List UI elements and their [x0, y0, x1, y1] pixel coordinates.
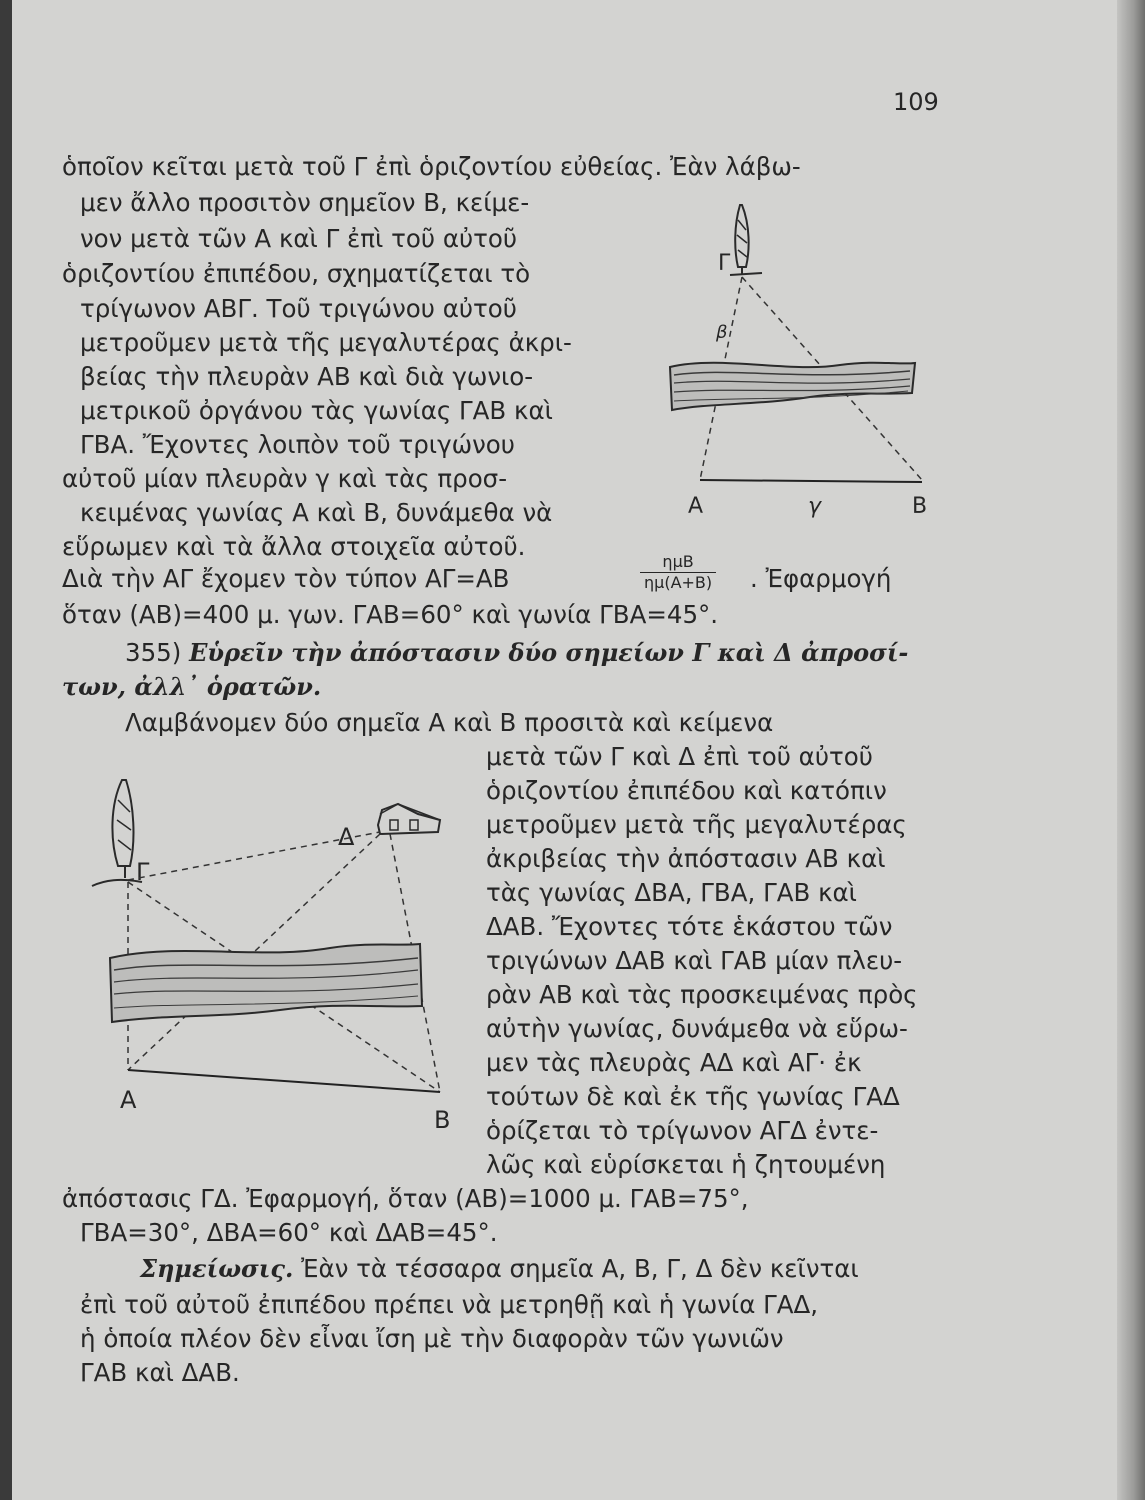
- house-icon: [378, 804, 440, 834]
- fraction-numerator: ημΒ: [662, 552, 694, 571]
- text-line: ΓΒΑ. Ἔχοντες λοιπὸν τοῦ τριγώνου: [80, 430, 515, 459]
- text-line: ἡ ὁποία πλέον δὲν εἶναι ἴση μὲ τὴν διαφορὰν τῶν γωνιῶν: [80, 1324, 784, 1353]
- text-line: ὁρίζεται τὸ τρίγωνον ΑΓΔ ἐντε-: [486, 1116, 879, 1145]
- text-line: αὐτὴν γωνίας, δυνάμεθα νὰ εὕρω-: [486, 1014, 908, 1043]
- text-line: ὁποῖον κεῖται μετὰ τοῦ Γ ἐπὶ ὁριζοντίου εὐθείας. Ἐὰν λάβω-: [62, 152, 801, 181]
- text-line: εὕρωμεν καὶ τὰ ἄλλα στοιχεῖα αὐτοῦ.: [62, 532, 526, 561]
- text-line: τούτων δὲ καὶ ἐκ τῆς γωνίας ΓΑΔ: [486, 1082, 900, 1111]
- note-first-line-text: Ἐὰν τὰ τέσσαρα σημεῖα Α, Β, Γ, Δ δὲν κεῖνται: [301, 1254, 859, 1283]
- label-gamma-side: γ: [808, 494, 822, 519]
- text-line: ἐπὶ τοῦ αὐτοῦ ἐπιπέδου πρέπει νὰ μετρηθῇ καὶ ἡ γωνία ΓΑΔ,: [80, 1290, 819, 1319]
- formula-trailing: . Ἐφαρμογή: [750, 564, 892, 593]
- text-line: ΓΑΒ καὶ ΔΑΒ.: [80, 1358, 240, 1387]
- page-right-edge: [1117, 0, 1145, 1500]
- text-line: μεν τὰς πλευρὰς ΑΔ καὶ ΑΓ· ἐκ: [486, 1048, 862, 1077]
- base-line-ab: [128, 1070, 440, 1092]
- problem-title-part1: Εὑρεῖν τὴν ἀπόστασιν δύο σημείων Γ καὶ Δ ἀπροσί-: [189, 638, 909, 667]
- text-line: ὁριζοντίου ἐπιπέδου, σχηματίζεται τὸ: [62, 259, 531, 288]
- text-line: ΓΒΑ=30°, ΔΒΑ=60° καὶ ΔΑΒ=45°.: [80, 1218, 498, 1247]
- text-line: νον μετὰ τῶν Α καὶ Γ ἐπὶ τοῦ αὐτοῦ: [80, 224, 518, 253]
- label-a: Α: [688, 494, 704, 519]
- text-line: ρὰν ΑΒ καὶ τὰς προσκειμένας πρὸς: [486, 980, 918, 1009]
- text-line: Λαμβάνομεν δύο σημεῖα Α καὶ Β προσιτὰ καὶ κείμενα: [125, 708, 774, 737]
- text-line: τριγώνων ΔΑΒ καὶ ΓΑΒ μίαν πλευ-: [486, 946, 903, 975]
- problem-heading: [125, 636, 908, 670]
- fraction: [640, 552, 716, 593]
- text-line: μεν ἄλλο προσιτὸν σημεῖον Β, κείμε-: [80, 188, 530, 217]
- page-binding-edge: [0, 0, 12, 1500]
- label-a: Α: [120, 1086, 137, 1114]
- text-line: μετὰ τῶν Γ καὶ Δ ἐπὶ τοῦ αὐτοῦ: [486, 742, 873, 771]
- text-line: ὁριζοντίου ἐπιπέδου καὶ κατόπιν: [486, 776, 887, 805]
- river-band: [670, 363, 915, 410]
- note-first-line: [140, 1252, 859, 1286]
- fraction-denominator: ημ(Α+Β): [640, 572, 716, 593]
- text-line: ἀκριβείας τὴν ἀπόστασιν ΑΒ καὶ: [486, 844, 886, 873]
- text-line: μετρικοῦ ὀργάνου τὰς γωνίας ΓΑΒ καὶ: [80, 396, 553, 425]
- text-line: μετροῦμεν μετὰ τῆς μεγαλυτέρας ἀκρι-: [80, 328, 572, 357]
- formula-text: Διὰ τὴν ΑΓ ἔχομεν τὸν τύπον ΑΓ=ΑΒ: [62, 564, 510, 593]
- label-b: Β: [912, 494, 928, 519]
- note-label: Σημείωσις.: [140, 1254, 294, 1283]
- text-line: ἀπόστασις ΓΔ. Ἐφαρμογή, ὅταν (ΑΒ)=1000 μ. ΓΑΒ=75°,: [62, 1184, 749, 1213]
- figure-river-triangle: [650, 195, 950, 525]
- text-line: μετροῦμεν μετὰ τῆς μεγαλυτέρας: [486, 810, 907, 839]
- figure-two-inaccessible-points: [80, 770, 480, 1140]
- text-line: αὐτοῦ μίαν πλευρὰν γ καὶ τὰς προσ-: [62, 464, 508, 493]
- text-line: τὰς γωνίας ΔΒΑ, ΓΒΑ, ΓΑΒ καὶ: [486, 878, 857, 907]
- river-band: [110, 944, 422, 1022]
- application-line: ὅταν (ΑΒ)=400 μ. γων. ΓΑΒ=60° καὶ γωνία ΓΒΑ=45°.: [62, 600, 719, 629]
- base-line-ab: [700, 480, 922, 482]
- text-line: τρίγωνον ΑΒΓ. Τοῦ τριγώνου αὐτοῦ: [80, 294, 517, 323]
- tree-icon: [730, 205, 762, 275]
- text-line: βείας τὴν πλευρὰν ΑΒ καὶ διὰ γωνιο-: [80, 362, 534, 391]
- problem-title-part2: των, ἀλλ᾿ ὁρατῶν.: [62, 672, 322, 701]
- label-gamma: Γ: [718, 251, 731, 276]
- label-gamma: Γ: [136, 858, 150, 886]
- text-line: ΔΑΒ. Ἔχοντες τότε ἑκάστου τῶν: [486, 912, 893, 941]
- page-number: 109: [893, 88, 939, 116]
- problem-number: 355): [125, 638, 182, 667]
- text-line: λῶς καὶ εὑρίσκεται ἡ ζητουμένη: [486, 1150, 886, 1179]
- label-beta: β: [716, 322, 728, 343]
- text-line: κειμένας γωνίας Α καὶ Β, δυνάμεθα νὰ: [80, 498, 553, 527]
- label-b: Β: [434, 1106, 451, 1134]
- label-delta: Δ: [338, 823, 355, 851]
- tree-icon: [92, 780, 142, 886]
